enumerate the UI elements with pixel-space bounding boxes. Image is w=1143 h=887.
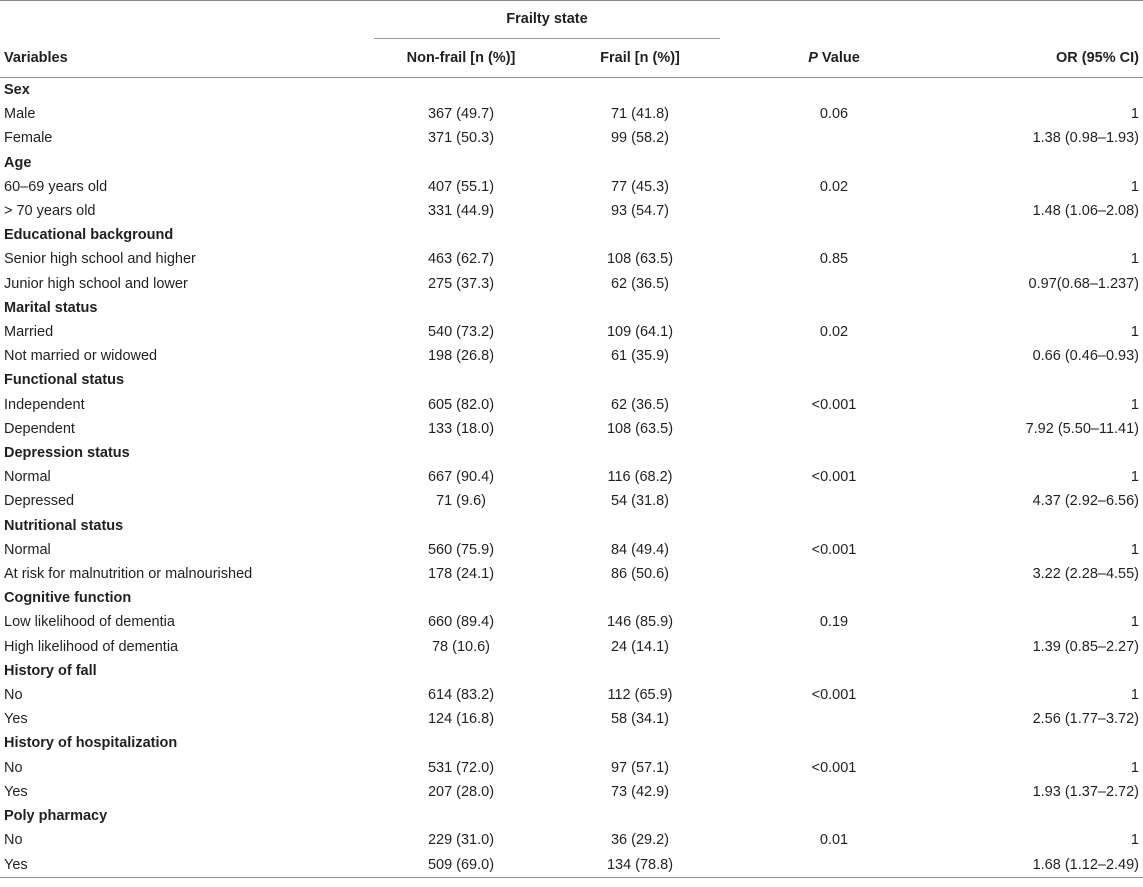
table-row (0, 756, 1143, 780)
header-row-columns (0, 39, 1143, 78)
nonfrail-cell: 371 (50.3) (427, 130, 495, 147)
frail-cell: 86 (50.6) (610, 566, 670, 583)
pvalue-cell (730, 489, 938, 513)
category-label: Poly pharmacy (4, 808, 108, 825)
frail-cell: 112 (65.9) (607, 687, 673, 704)
table-row (0, 126, 1143, 150)
variable-cell: Independent (4, 396, 85, 413)
or-cell: 2.56 (1.77–3.72) (1032, 711, 1139, 728)
nonfrail-cell: 407 (55.1) (427, 178, 495, 195)
frail-cell: 93 (54.7) (610, 203, 670, 220)
or-cell: 1.39 (0.85–2.27) (1032, 638, 1139, 655)
frail-cell: 73 (42.9) (610, 783, 670, 800)
category-label: Educational background (4, 227, 174, 244)
frail-cell: 62 (36.5) (610, 396, 670, 413)
or-cell: 1 (1130, 324, 1139, 341)
pvalue-cell: <0.001 (811, 541, 857, 558)
frail-cell: 61 (35.9) (610, 348, 670, 365)
col-frail-header: Frail [n (%)] (600, 50, 680, 66)
nonfrail-cell: 178 (24.1) (427, 566, 495, 583)
or-cell: 1 (1130, 251, 1139, 268)
nonfrail-cell: 614 (83.2) (427, 687, 495, 704)
frail-cell: 99 (58.2) (610, 130, 670, 147)
variable-cell: 60–69 years old (4, 178, 108, 195)
col-variables-header: Variables (4, 50, 68, 66)
variable-cell: Depressed (4, 493, 75, 510)
pvalue-cell (730, 707, 938, 731)
nonfrail-cell: 540 (73.2) (427, 324, 495, 341)
header-row-group (0, 1, 1143, 40)
variable-cell: > 70 years old (4, 203, 96, 220)
pvalue-cell: 0.19 (819, 614, 849, 631)
category-row (0, 731, 1143, 755)
table-row (0, 199, 1143, 223)
variable-cell: Yes (4, 783, 28, 800)
pvalue-cell: 0.01 (819, 832, 849, 849)
variable-cell: Female (4, 130, 53, 147)
pvalue-cell (730, 853, 938, 878)
pvalue-cell: 0.85 (819, 251, 849, 268)
category-row (0, 296, 1143, 320)
or-cell: 0.97(0.68–1.237) (1028, 275, 1139, 292)
category-row (0, 441, 1143, 465)
nonfrail-cell: 71 (9.6) (436, 493, 486, 510)
nonfrail-cell: 605 (82.0) (427, 396, 495, 413)
variable-cell: Yes (4, 711, 28, 728)
nonfrail-cell: 275 (37.3) (427, 275, 495, 292)
category-label: Cognitive function (4, 590, 132, 607)
variable-cell: No (4, 759, 23, 776)
category-label: Sex (4, 82, 30, 98)
category-row (0, 586, 1143, 610)
frail-cell: 97 (57.1) (610, 759, 670, 776)
frail-cell: 108 (63.5) (606, 420, 674, 437)
nonfrail-cell: 78 (10.6) (431, 638, 491, 655)
or-cell: 1 (1130, 614, 1139, 631)
nonfrail-cell: 367 (49.7) (427, 106, 495, 123)
pvalue-cell (730, 635, 938, 659)
category-row (0, 659, 1143, 683)
table-row (0, 683, 1143, 707)
frail-cell: 71 (41.8) (610, 106, 670, 123)
col-pvalue-header: P Value (808, 50, 860, 66)
variable-cell: No (4, 687, 23, 704)
or-cell: 1 (1130, 832, 1139, 849)
category-label: Marital status (4, 299, 98, 316)
variable-cell: High likelihood of dementia (4, 638, 179, 655)
pvalue-cell: 0.02 (819, 324, 849, 341)
or-cell: 0.66 (0.46–0.93) (1032, 348, 1139, 365)
pvalue-cell: <0.001 (811, 396, 857, 413)
variable-cell: At risk for malnutrition or malnourished (4, 566, 253, 583)
table-row (0, 393, 1143, 417)
table-row (0, 780, 1143, 804)
table-row (0, 853, 1143, 878)
frail-cell: 109 (64.1) (606, 324, 674, 341)
pvalue-cell: <0.001 (811, 687, 857, 704)
frail-cell: 77 (45.3) (610, 178, 670, 195)
frail-cell: 116 (68.2) (607, 469, 673, 486)
table-row (0, 320, 1143, 344)
pvalue-cell: <0.001 (811, 469, 857, 486)
nonfrail-cell: 229 (31.0) (427, 832, 495, 849)
nonfrail-cell: 133 (18.0) (427, 420, 495, 437)
category-row (0, 78, 1143, 103)
table-row (0, 247, 1143, 271)
table-row (0, 272, 1143, 296)
variable-cell: Dependent (4, 420, 75, 437)
table-row (0, 417, 1143, 441)
frail-cell: 62 (36.5) (610, 275, 670, 292)
frail-cell: 134 (78.8) (606, 856, 674, 873)
frail-cell: 36 (29.2) (610, 832, 670, 849)
table-row (0, 707, 1143, 731)
table-row (0, 102, 1143, 126)
category-label: Age (4, 154, 32, 171)
variable-cell: Not married or widowed (4, 348, 158, 365)
category-label: Depression status (4, 445, 130, 462)
nonfrail-cell: 124 (16.8) (427, 711, 495, 728)
table-row (0, 175, 1143, 199)
nonfrail-cell: 560 (75.9) (427, 541, 495, 558)
or-cell: 1 (1130, 759, 1139, 776)
frail-cell: 108 (63.5) (606, 251, 674, 268)
variable-cell: Married (4, 324, 54, 341)
nonfrail-cell: 531 (72.0) (427, 759, 495, 776)
or-cell: 1 (1130, 541, 1139, 558)
pvalue-cell: 0.02 (819, 178, 849, 195)
table-row (0, 610, 1143, 634)
table-row (0, 465, 1143, 489)
variable-cell: Normal (4, 541, 51, 558)
or-cell: 1 (1130, 687, 1139, 704)
pvalue-cell: <0.001 (811, 759, 857, 776)
variable-cell: Yes (4, 856, 28, 873)
pvalue-cell (730, 272, 938, 296)
table-row (0, 489, 1143, 513)
or-cell: 1 (1130, 396, 1139, 413)
category-row (0, 368, 1143, 392)
nonfrail-cell: 660 (89.4) (427, 614, 495, 631)
frailty-state-header: Frailty state (374, 1, 720, 39)
variable-cell: Senior high school and higher (4, 251, 196, 268)
or-cell: 1 (1130, 106, 1139, 123)
col-nonfrail-header: Non-frail [n (%)] (406, 50, 516, 66)
frail-cell: 24 (14.1) (610, 638, 670, 655)
variable-cell: Low likelihood of dementia (4, 614, 175, 631)
or-cell: 1.48 (1.06–2.08) (1032, 203, 1139, 220)
nonfrail-cell: 331 (44.9) (427, 203, 495, 220)
category-label: History of fall (4, 662, 97, 679)
variable-cell: Normal (4, 469, 51, 486)
table-row (0, 828, 1143, 852)
pvalue-cell: 0.06 (819, 106, 849, 123)
pvalue-cell (730, 562, 938, 586)
frail-cell: 84 (49.4) (610, 541, 670, 558)
category-label: Nutritional status (4, 517, 124, 534)
pvalue-cell (730, 199, 938, 223)
table-row (0, 538, 1143, 562)
table-body (0, 78, 1143, 878)
category-row (0, 514, 1143, 538)
category-row (0, 223, 1143, 247)
frail-cell: 58 (34.1) (610, 711, 670, 728)
or-cell: 4.37 (2.92–6.56) (1032, 493, 1139, 510)
nonfrail-cell: 198 (26.8) (427, 348, 495, 365)
or-cell: 1 (1130, 469, 1139, 486)
or-cell: 1.93 (1.37–2.72) (1032, 783, 1139, 800)
pvalue-cell (730, 417, 938, 441)
table-row (0, 635, 1143, 659)
frail-cell: 146 (85.9) (606, 614, 674, 631)
variable-cell: No (4, 832, 23, 849)
variable-cell: Male (4, 106, 36, 123)
nonfrail-cell: 463 (62.7) (427, 251, 495, 268)
pvalue-cell (730, 780, 938, 804)
variable-cell: Junior high school and lower (4, 275, 188, 292)
or-cell: 1 (1130, 178, 1139, 195)
table-row (0, 344, 1143, 368)
nonfrail-cell: 667 (90.4) (427, 469, 495, 486)
category-label: Functional status (4, 372, 125, 389)
category-label: History of hospitalization (4, 735, 178, 752)
nonfrail-cell: 509 (69.0) (427, 856, 495, 873)
or-cell: 7.92 (5.50–11.41) (1025, 420, 1139, 437)
or-cell: 3.22 (2.28–4.55) (1032, 566, 1139, 583)
or-cell: 1.38 (0.98–1.93) (1032, 130, 1139, 147)
category-row (0, 804, 1143, 828)
pvalue-cell (730, 344, 938, 368)
nonfrail-cell: 207 (28.0) (427, 783, 495, 800)
pvalue-cell (730, 126, 938, 150)
category-row (0, 151, 1143, 175)
col-or-header: OR (95% CI) (1056, 50, 1139, 66)
table-row (0, 562, 1143, 586)
or-cell: 1.68 (1.12–2.49) (1032, 856, 1139, 873)
frail-cell: 54 (31.8) (610, 493, 670, 510)
